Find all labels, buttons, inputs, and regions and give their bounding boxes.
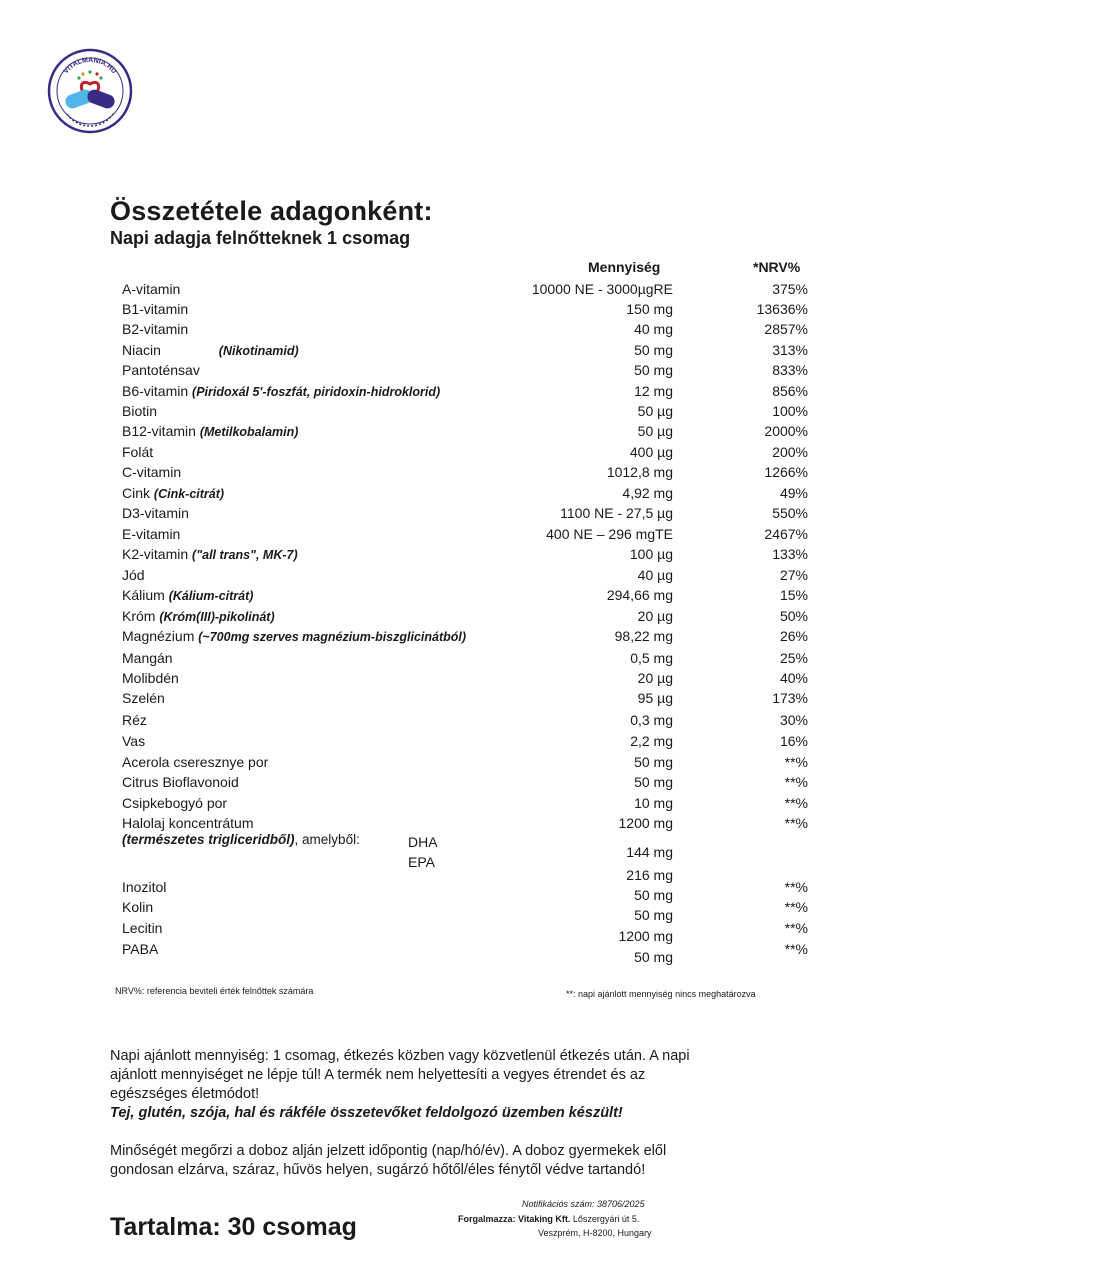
nutrient-name: Vas (122, 733, 146, 749)
nutrient-nrv: 856% (772, 383, 808, 399)
nutrient-row (122, 485, 812, 505)
nutrient-nrv: 15% (779, 587, 808, 603)
extra-name: Kolin (122, 899, 154, 915)
nutrient-nrv: **% (784, 815, 808, 831)
extra-row (122, 879, 812, 903)
vitalmania-logo (47, 48, 133, 134)
nutrient-form: (Kálium-citrát) (168, 589, 254, 603)
extra-nrv: **% (784, 941, 808, 957)
page-title: Összetétele adagonként: (110, 196, 433, 226)
extra-amount: 50 mg (634, 907, 673, 923)
nutrient-name: A-vitamin (122, 281, 181, 297)
nutrient-amount: 1100 NE - 27,5 µg (560, 505, 673, 521)
nutrient-nrv: 25% (779, 650, 808, 666)
nutrient-name: Folát (122, 444, 154, 460)
nutrient-row (122, 526, 812, 546)
nutrient-amount: 95 µg (637, 690, 673, 706)
allergen-warning: Tej, glutén, szója, hal és rákféle összetevőket feldolgozó üzemben készült! (110, 1105, 623, 1121)
nutrient-row (122, 546, 812, 566)
nutrient-nrv: 313% (772, 342, 808, 358)
nutrient-row (122, 670, 812, 690)
nutrient-form: (Cink-citrát) (153, 487, 225, 501)
nutrient-nrv: 133% (772, 546, 808, 562)
nutrient-name: D3-vitamin (122, 505, 189, 521)
nutrient-amount: 50 µg (637, 423, 673, 439)
nrv-footnote: NRV%: referencia beviteli érték felnőttek számára (115, 986, 314, 996)
nutrient-row (122, 362, 812, 382)
nutrient-name: B12-vitamin (Metilkobalamin) (122, 423, 299, 439)
extra-row (122, 899, 812, 923)
nutrient-name: K2-vitamin ("all trans", MK-7) (122, 546, 298, 562)
nutrient-row (122, 733, 812, 753)
nutrient-row (122, 301, 812, 321)
nutrient-row (122, 587, 812, 607)
distributor-address: Veszprém, H-8200, Hungary (538, 1228, 652, 1238)
nutrient-name: Pantoténsav (122, 362, 200, 378)
nutrient-nrv: 833% (772, 362, 808, 378)
nutrient-nrv: 200% (772, 444, 808, 460)
nutrient-nrv: 1266% (764, 464, 808, 480)
nutrient-nrv: **% (784, 774, 808, 790)
nutrient-name: Cink (Cink-citrát) (122, 485, 225, 501)
nutrient-row (122, 464, 812, 484)
nutrient-amount: 50 µg (637, 403, 673, 419)
nutrient-nrv: 49% (779, 485, 808, 501)
notification-number: Notifikációs szám: 38706/2025 (522, 1199, 645, 1209)
nutrient-row (122, 321, 812, 341)
nutrient-name: Biotin (122, 403, 158, 419)
nutrient-row (122, 383, 812, 403)
dha-label: DHA (408, 834, 438, 850)
nutrient-name: Acerola cseresznye por (122, 754, 269, 770)
epa-label: EPA (408, 854, 435, 870)
nutrient-amount: 50 mg (634, 362, 673, 378)
nutrient-row (122, 650, 812, 670)
extra-nrv: **% (784, 920, 808, 936)
nutrient-row (122, 444, 812, 464)
storage-text: Minőségét megőrzi a doboz alján jelzett időpontig (nap/hó/év). A doboz gyermekek elől gondosan elzárva, száraz, hűvös helyen, sugárzó hőtől/éles fénytől védve tartandó! (110, 1143, 667, 1178)
nutrient-amount: 1012,8 mg (606, 464, 673, 480)
logo-text: VITALMANIA.HU (62, 56, 118, 76)
nutrient-amount: 20 µg (637, 608, 673, 624)
nutrient-amount: 12 mg (634, 383, 673, 399)
nutrient-amount: 40 mg (634, 321, 673, 337)
usage-text: Napi ajánlott mennyiség: 1 csomag, étkezés közben vagy közvetlenül étkezés után. A napi ajánlott mennyiséget ne lépje túl! A termék nem helyettesíti a vegyes étrendet és az egészséges életmódot! Tej, glutén, szója, hal és rákféle összetevőket feldolgozó üzemben készült! (110, 1048, 690, 1121)
nutrient-form: (Metilkobalamin) (199, 425, 299, 439)
nutrient-name: C-vitamin (122, 464, 182, 480)
page-subtitle: Napi adagja felnőtteknek 1 csomag (110, 228, 411, 248)
column-header-amount: Mennyiség (588, 259, 661, 275)
nutrient-form: (Króm(III)-pikolinát) (159, 610, 275, 624)
nutrient-row (122, 342, 812, 362)
nutrient-amount: 1200 mg (618, 815, 673, 831)
package-content: Tartalma: 30 csomag (110, 1213, 357, 1241)
nutrient-name: B6-vitamin (Piridoxál 5'-foszfát, piridoxin-hidroklorid) (122, 383, 441, 399)
nutrient-name: B2-vitamin (122, 321, 189, 337)
nutrient-amount: 4,92 mg (622, 485, 673, 501)
nutrient-row (122, 754, 812, 774)
nutrient-form: (Nikotinamid) (218, 344, 299, 358)
nutrient-row (122, 628, 812, 648)
extra-name: Inozitol (122, 879, 167, 895)
nutrient-nrv: 375% (772, 281, 808, 297)
nutrient-name: E-vitamin (122, 526, 181, 542)
extra-amount: 50 mg (634, 949, 673, 965)
nutrient-row (122, 712, 812, 732)
extra-row (122, 920, 812, 944)
nutrient-row (122, 795, 812, 815)
nutrient-nrv: 50% (779, 608, 808, 624)
nutrient-row (122, 505, 812, 525)
nutrient-form: (Piridoxál 5'-foszfát, piridoxin-hidroklorid) (192, 385, 441, 399)
nutrient-name: Króm (Króm(III)-pikolinát) (122, 608, 275, 624)
double-star-footnote: **: napi ajánlott mennyiség nincs meghatározva (566, 989, 756, 999)
nutrient-nrv: 26% (779, 628, 808, 644)
nutrient-nrv: 27% (779, 567, 808, 583)
nutrient-row (122, 423, 812, 443)
nutrient-name: Halolaj koncentrátum (122, 815, 254, 831)
nutrient-amount: 294,66 mg (606, 587, 673, 603)
fish-oil-source: (természetes trigliceridből), amelyből: (122, 832, 360, 847)
nutrient-form: ("all trans", MK-7) (192, 548, 298, 562)
nutrient-row (122, 690, 812, 710)
extra-nrv: **% (784, 899, 808, 915)
nutrient-form: (~700mg szerves magnézium-biszglicinátból) (198, 630, 467, 644)
nutrient-row (122, 567, 812, 587)
nutrient-row (122, 608, 812, 628)
nutrient-nrv: 40% (779, 670, 808, 686)
nutrient-amount: 0,5 mg (630, 650, 673, 666)
extra-row (122, 941, 812, 965)
nutrient-amount: 10 mg (634, 795, 673, 811)
extra-amount: 50 mg (634, 887, 673, 903)
nutrient-nrv: 173% (772, 690, 808, 706)
nutrient-amount: 400 NE – 296 mgTE (546, 526, 673, 542)
nutrient-nrv: 2857% (764, 321, 808, 337)
dha-amount: 144 mg (626, 844, 673, 860)
nutrient-name: Niacin (Nikotinamid) (122, 342, 299, 358)
nutrient-amount: 50 mg (634, 754, 673, 770)
nutrient-name: Mangán (122, 650, 173, 666)
nutrient-amount: 0,3 mg (630, 712, 673, 728)
nutrient-name: Citrus Bioflavonoid (122, 774, 239, 790)
nutrient-amount: 20 µg (637, 670, 673, 686)
nutrient-name: Molibdén (122, 670, 179, 686)
nutrient-nrv: **% (784, 795, 808, 811)
nutrient-row (122, 281, 812, 301)
extra-name: Lecitin (122, 920, 163, 936)
nutrient-amount: 50 mg (634, 342, 673, 358)
column-header-nrv: *NRV% (753, 259, 801, 275)
nutrient-name: Jód (122, 567, 145, 583)
nutrient-name: Magnézium (~700mg szerves magnézium-biszglicinátból) (122, 628, 467, 644)
nutrient-row (122, 774, 812, 794)
nutrient-amount: 40 µg (637, 567, 673, 583)
nutrient-name: Csipkebogyó por (122, 795, 228, 811)
nutrient-nrv: 30% (779, 712, 808, 728)
nutrient-amount: 150 mg (626, 301, 673, 317)
epa-amount: 216 mg (626, 867, 673, 883)
nutrient-amount: 10000 NE - 3000µgRE (531, 281, 673, 297)
nutrient-amount: 98,22 mg (614, 628, 673, 644)
nutrient-nrv: 550% (772, 505, 808, 521)
nutrient-nrv: 13636% (756, 301, 808, 317)
extra-amount: 1200 mg (618, 928, 673, 944)
nutrient-amount: 100 µg (629, 546, 673, 562)
nutrient-row (122, 403, 812, 423)
nutrient-amount: 2,2 mg (630, 733, 673, 749)
nutrient-nrv: 100% (772, 403, 808, 419)
nutrient-name: Kálium (Kálium-citrát) (122, 587, 254, 603)
distributor-line: Forgalmazza: Vitaking Kft. Lőszergyári út 5. (458, 1214, 640, 1224)
nutrient-nrv: **% (784, 754, 808, 770)
nutrient-nrv: 16% (779, 733, 808, 749)
extra-nrv: **% (784, 879, 808, 895)
nutrient-name: B1-vitamin (122, 301, 189, 317)
extra-name: PABA (122, 941, 159, 957)
nutrient-amount: 400 µg (629, 444, 673, 460)
nutrient-nrv: 2000% (764, 423, 808, 439)
nutrient-name: Szelén (122, 690, 165, 706)
nutrient-name: Réz (122, 712, 147, 728)
nutrient-amount: 50 mg (634, 774, 673, 790)
nutrient-nrv: 2467% (764, 526, 808, 542)
